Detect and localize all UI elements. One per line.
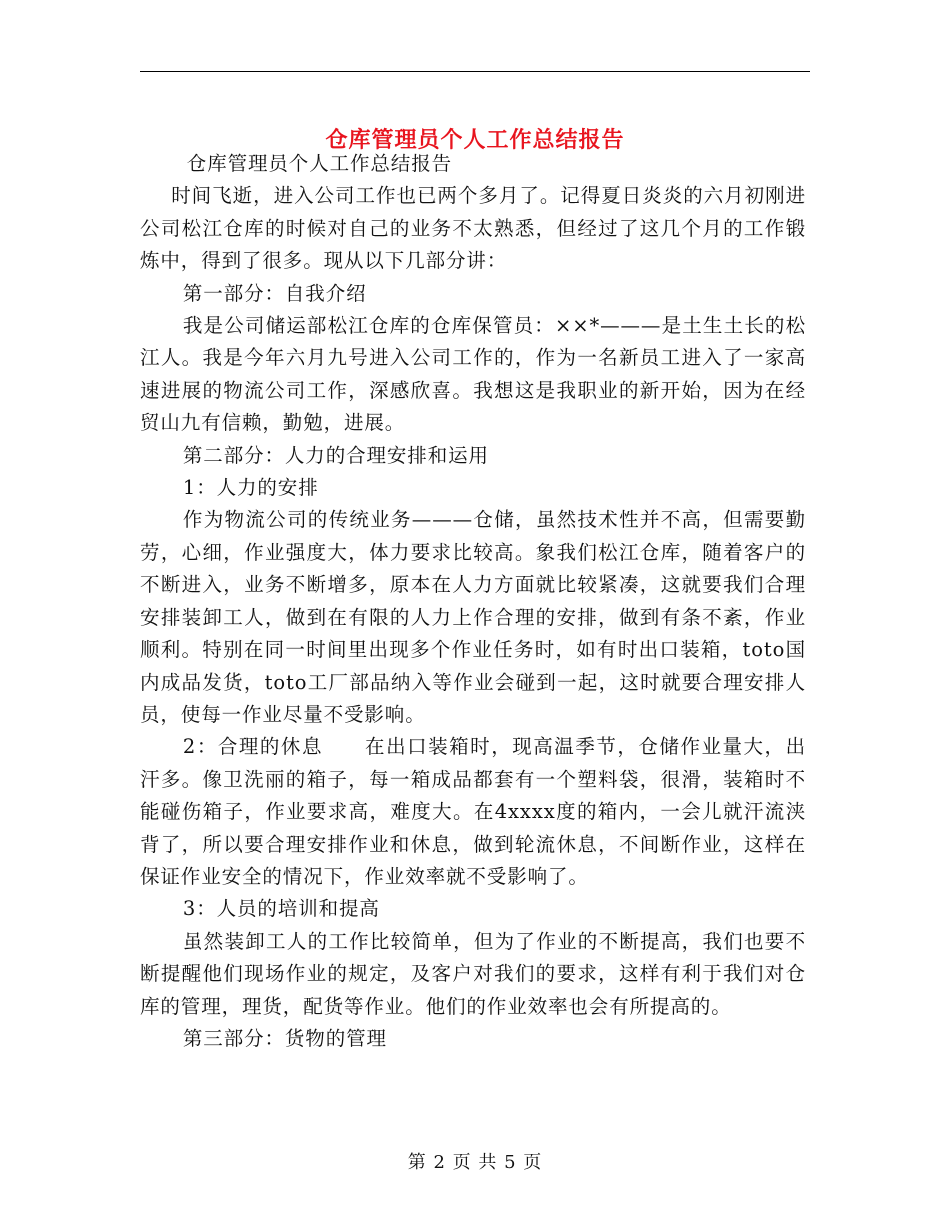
- page-number-footer: 第 2 页 共 5 页: [407, 1152, 543, 1173]
- subheading-training: 3：人员的培训和提高: [182, 897, 380, 921]
- paragraph-rest: 2：合理的休息 在出口装箱时，现高温季节，仓储作业量大，出汗多。像卫洗丽的箱子，每一箱成品都套有一个塑料袋，很滑，装箱时不能碰伤箱子，作业要求高，难度大。在4xxxx度的箱内，一会儿就汗流浃背了，所以要合理安排作业和休息，做到轮流休息，不间断作业，这样在保证作业安全的情况下，作业效率就不受影响了。: [140, 735, 806, 888]
- paragraph-intro: 时间飞逝，进入公司工作也已两个多月了。记得夏日炎炎的六月初刚进公司松江仓库的时候对自己的业务不太熟悉，但经过了这几个月的工作锻炼中，得到了很多。现从以下几部分讲：: [140, 184, 806, 273]
- document-title: 仓库管理员个人工作总结报告: [325, 127, 625, 153]
- subheading-staffing: 1：人力的安排: [182, 476, 319, 500]
- paragraph-self-introduction: 我是公司储运部松江仓库的仓库保管员：××*———是土生土长的松江人。我是今年六月九号进入公司工作的，作为一名新员工进入了一家高速进展的物流公司工作，深感欣喜。我想这是我职业的新开始，因为在经贸山九有信赖，勤勉，进展。: [140, 314, 806, 435]
- paragraph-training: 虽然装卸工人的工作比较简单，但为了作业的不断提高，我们也要不断提醒他们现场作业的规定，及客户对我们的要求，这样有利于我们对仓库的管理，理货，配货等作业。他们的作业效率也会有所提高的。: [140, 929, 806, 1018]
- section-heading-part-one: 第一部分：自我介绍: [182, 281, 367, 305]
- paragraph-subtitle: 仓库管理员个人工作总结报告: [186, 152, 452, 175]
- paragraph-staffing: 作为物流公司的传统业务———仓储，虽然技术性并不高，但需要勤劳，心细，作业强度大，体力要求比较高。象我们松江仓库，随着客户的不断进入，业务不断增多，原本在人力方面就比较紧凑，这就要我们合理安排装卸工人，做到在有限的人力上作合理的安排，做到有条不紊，作业顺利。特别在同一时间里出现多个作业任务时，如有时出口装箱，toto国内成品发货，toto工厂部品纳入等作业会碰到一起，这时就要合理安排人员，使每一作业尽量不受影响。: [140, 508, 806, 726]
- header-rule: [140, 71, 810, 72]
- document-body: [140, 148, 806, 1055]
- section-heading-part-two: 第二部分：人力的合理安排和运用: [182, 443, 489, 467]
- section-heading-part-three: 第三部分：货物的管理: [182, 1026, 387, 1050]
